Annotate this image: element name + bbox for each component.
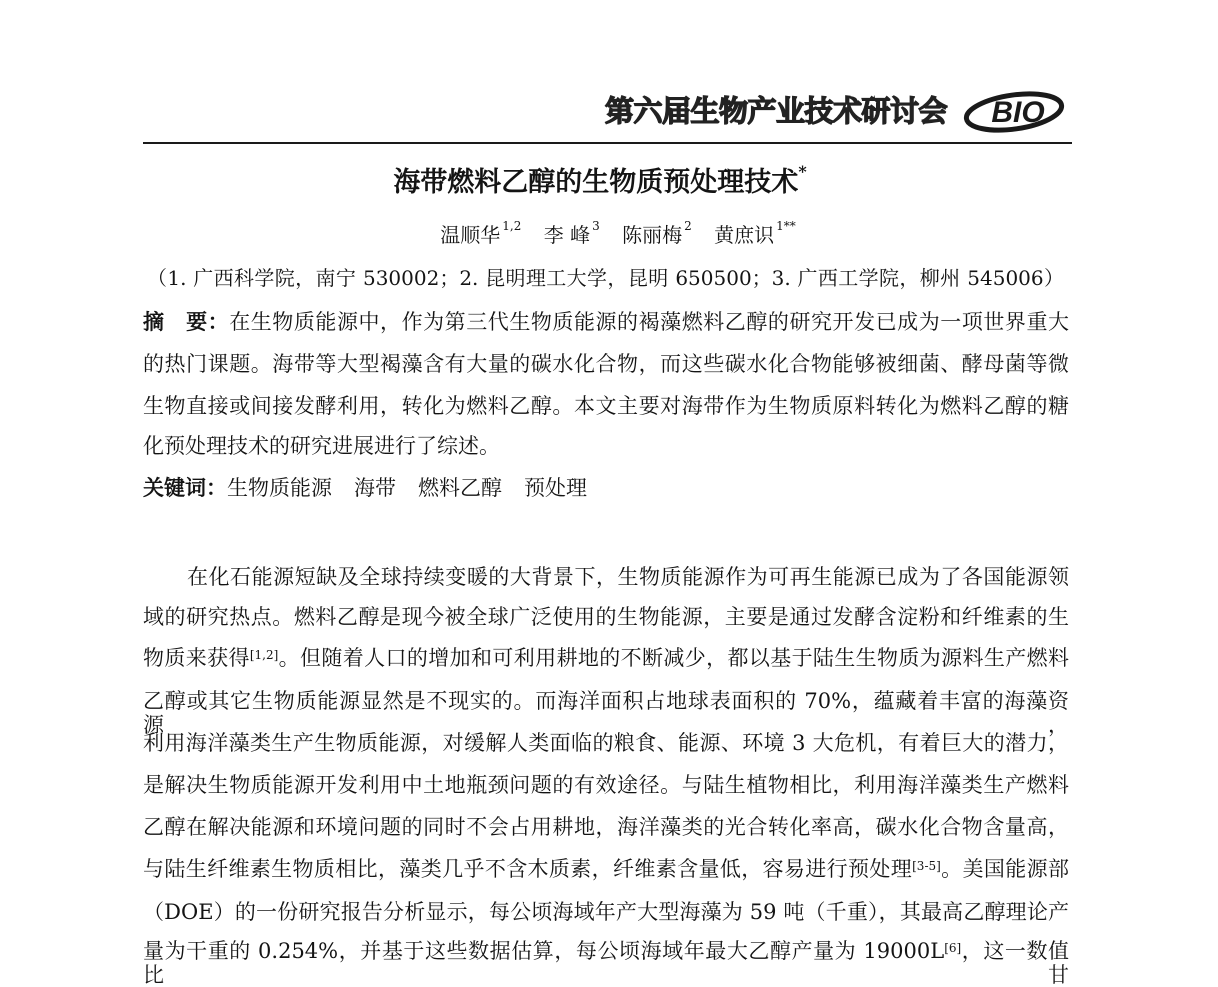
body-line: 域的研究热点。燃料乙醇是现今被全球广泛使用的生物能源，主要是通过发酵含淀粉和纤维素的生 xyxy=(143,605,1069,629)
page-cut-bottom xyxy=(143,937,1070,987)
paper-title xyxy=(0,160,1200,198)
title-footnote-mark: * xyxy=(798,162,807,181)
abstract-text: 在生物质能源中，作为第三代生物质能源的褐藻燃料乙醇的研究开发已成为一项世界重大 xyxy=(229,310,1070,334)
author-affiliation-sup: 3 xyxy=(592,219,600,233)
keyword: 海带 xyxy=(354,476,396,500)
author-list xyxy=(18,219,1218,248)
body-line: 量为干重的 0.254%，并基于这些数据估算，每公顷海域年最大乙醇产量为 19000L[6]，这一数值比甘 xyxy=(143,939,1070,987)
author: 黄庶识 $^{1**}$ xyxy=(714,219,796,247)
paper-title-text: 海带燃料乙醇的生物质预处理技术 xyxy=(393,167,799,198)
body-line: （DOE）的一份研究报告分析显示，每公顷海域年产大型海藻为 59 吨（千重），其最高乙醇理论产 xyxy=(143,900,1069,924)
abstract-line: 生物直接或间接发酵利用，转化为燃料乙醇。本文主要对海带作为生物质原料转化为燃料乙醇的糖 xyxy=(143,394,1069,418)
body-line: 乙醇在解决能源和环境问题的同时不会占用耕地，海洋藻类的光合转化率高，碳水化合物含量高， xyxy=(143,815,1069,839)
author-affiliation-sup: 2 xyxy=(684,219,692,233)
body-line: 在化石能源短缺及全球持续变暖的大背景下，生物质能源作为可再生能源已成为了各国能源领 xyxy=(187,565,1069,589)
keywords xyxy=(143,476,1069,500)
keywords-label: 关键词： xyxy=(143,475,227,500)
author-affiliation-sup: 1,2 xyxy=(502,219,522,233)
conference-header: 第六届生物产业技术研讨会 xyxy=(605,94,948,128)
author-affiliation-sup: 1** xyxy=(776,219,796,233)
body-line: 利用海洋藻类生产生物质能源，对缓解人类面临的粮食、能源、环境 3 大危机，有着巨大的潜力， xyxy=(143,731,1069,755)
abstract-line: 的热门课题。海带等大型褐藻含有大量的碳水化合物，而这些碳水化合物能够被细菌、酵母菌等微 xyxy=(143,352,1069,376)
keyword: 预处理 xyxy=(524,476,587,500)
citation: [3-5] xyxy=(912,859,941,873)
body-line: 物质来获得[1,2]。但随着人口的增加和可利用耕地的不断减少，都以基于陆生生物质为源料生产燃料 xyxy=(143,646,1070,670)
author: 李 峰 $^3$ xyxy=(543,219,600,247)
body-line: 是解决生物质能源开发利用中土地瓶颈问题的有效途径。与陆生植物相比，利用海洋藻类生产燃料 xyxy=(143,773,1069,797)
header-rule xyxy=(143,142,1072,144)
body-line: 乙醇或其它生物质能源显然是不现实的。而海洋面积占地球表面积的 70%，蕴藏着丰富的海藻资源， xyxy=(143,689,1069,737)
abstract-line: 化预处理技术的研究进展进行了综述。 xyxy=(143,434,500,458)
keyword: 生物质能源 xyxy=(227,476,332,500)
abstract-line xyxy=(143,310,1069,334)
citation: [1,2] xyxy=(249,648,279,662)
keyword: 燃料乙醇 xyxy=(418,476,502,500)
bio-logo-text: BIO xyxy=(991,96,1045,129)
abstract-label: 摘 要： xyxy=(143,309,230,334)
affiliations: （1. 广西科学院，南宁 530002；2. 昆明理工大学，昆明 650500；3. 广西工学院，柳州 545006） xyxy=(147,266,1064,290)
body-line: 与陆生纤维素生物质相比，藻类几乎不含木质素，纤维素含量低，容易进行预处理[3-5]。美国能源部 xyxy=(143,857,1069,881)
author: 温顺华 $^{1,2}$ xyxy=(440,219,522,247)
bio-logo xyxy=(962,88,1070,134)
author: 陈丽梅 $^2$ xyxy=(622,219,692,247)
citation: [6] xyxy=(944,941,962,955)
